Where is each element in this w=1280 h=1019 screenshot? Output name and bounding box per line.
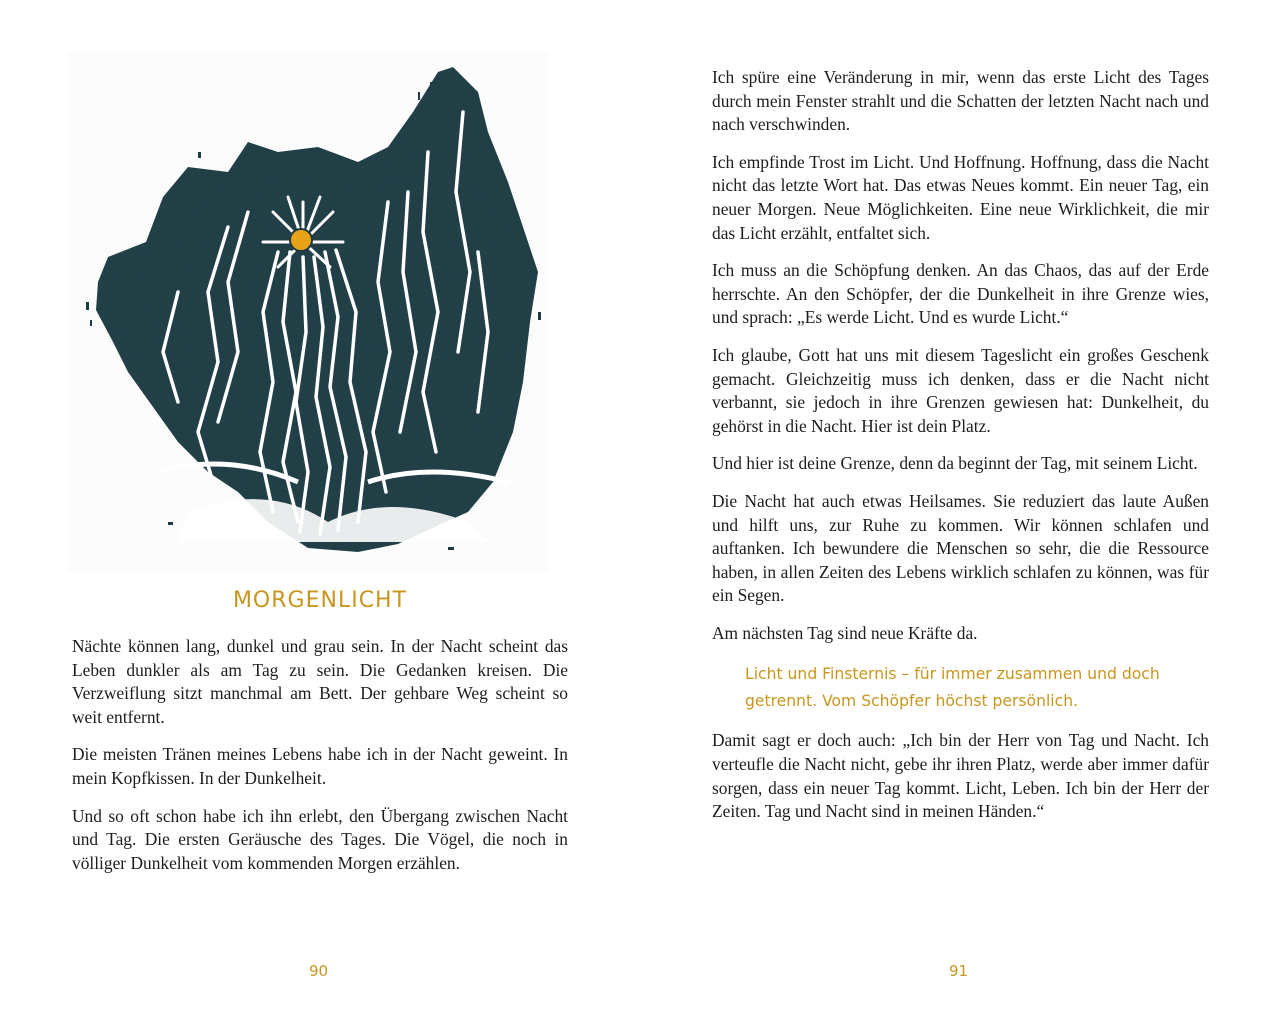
- left-body-text: [72, 635, 568, 889]
- linocut-mountains-sunrise-illustration: [68, 52, 548, 572]
- sun-icon: [290, 229, 312, 251]
- paragraph: Und hier ist deine Grenze, denn da beginnt der Tag, mit seinem Licht.: [712, 453, 1198, 474]
- page-number-left: 90: [309, 962, 329, 980]
- pullquote: Licht und Finsternis – für immer zusammen und doch getrennt. Vom Schöpfer höchst persönlich.: [745, 665, 1160, 711]
- paragraph: Und so oft schon habe ich ihn erlebt, den Übergang zwischen Nacht und Tag. Die ersten Geräusche des Tages. Die Vögel, die noch in völliger Dunkelheit vom kommenden Morgen erzählen.: [72, 805, 568, 873]
- right-page: [640, 0, 1280, 1019]
- paragraph: Damit sagt er doch auch: „Ich bin der Herr von Tag und Nacht. Ich verteufle die Nacht nicht, gebe ihr ihren Platz, werde aber immer dafür sorgen, dass ein neuer Tag kommt. Licht, Leben. Ich bin der Herr der Zeiten. Tag und Nacht sind in meinen Händen.“: [712, 730, 1209, 822]
- paragraph: Ich glaube, Gott hat uns mit diesem Tageslicht ein großes Geschenk gemacht. Gleichzeitig muss ich denken, dass er die Nacht nicht verbannt, sie jedoch in ihre Grenzen gewiesen hat: Dunkelheit, du gehörst in die Nacht. Hier ist dein Platz.: [712, 344, 1209, 436]
- paragraph: Die Nacht hat auch etwas Heilsames. Sie reduziert das laute Außen und hilft uns, zur Ruhe zu kommen. Wir können schlafen und auftanken. Ich bewundere die Menschen so sehr, die die Ressource haben, in allen Zeiten des Lebens wirklich schlafen zu können, was für ein Segen.: [712, 490, 1209, 606]
- paragraph: Die meisten Tränen meines Lebens habe ich in der Nacht geweint. In mein Kopfkissen. In der Dunkelheit.: [72, 744, 568, 788]
- paragraph: Am nächsten Tag sind neue Kräfte da.: [712, 622, 978, 643]
- chapter-title: MORGENLICHT: [232, 588, 408, 613]
- paragraph: Ich empfinde Trost im Licht. Und Hoffnung. Hoffnung, dass die Nacht nicht das letzte Wort hat. Das etwas Neues kommt. Ein neuer Tag, ein neuer Morgen. Neue Möglichkeiten. Eine neue Wirklichkeit, die mir das Licht erzählt, entfaltet sich.: [712, 151, 1209, 243]
- paragraph: Ich muss an die Schöpfung denken. An das Chaos, das auf der Erde herrschte. An den Schöpfer, der die Dunkelheit in ihre Grenze wies, und sprach: „Es werde Licht. Und es wurde Licht.“: [712, 260, 1209, 328]
- paragraph: Ich spüre eine Veränderung in mir, wenn das erste Licht des Tages durch mein Fenster strahlt und die Schatten der letzten Nacht nach und nach verschwinden.: [712, 67, 1209, 135]
- paragraph: Nächte können lang, dunkel und grau sein. In der Nacht scheint das Leben dunkler als am Tag zu sein. Die Gedanken kreisen. Die Verzweiflung sitzt manchmal am Bett. Der gehbare Weg scheint so weit entfernt.: [72, 636, 568, 727]
- page-number-right: 91: [949, 962, 969, 980]
- right-body-text: [712, 66, 1209, 838]
